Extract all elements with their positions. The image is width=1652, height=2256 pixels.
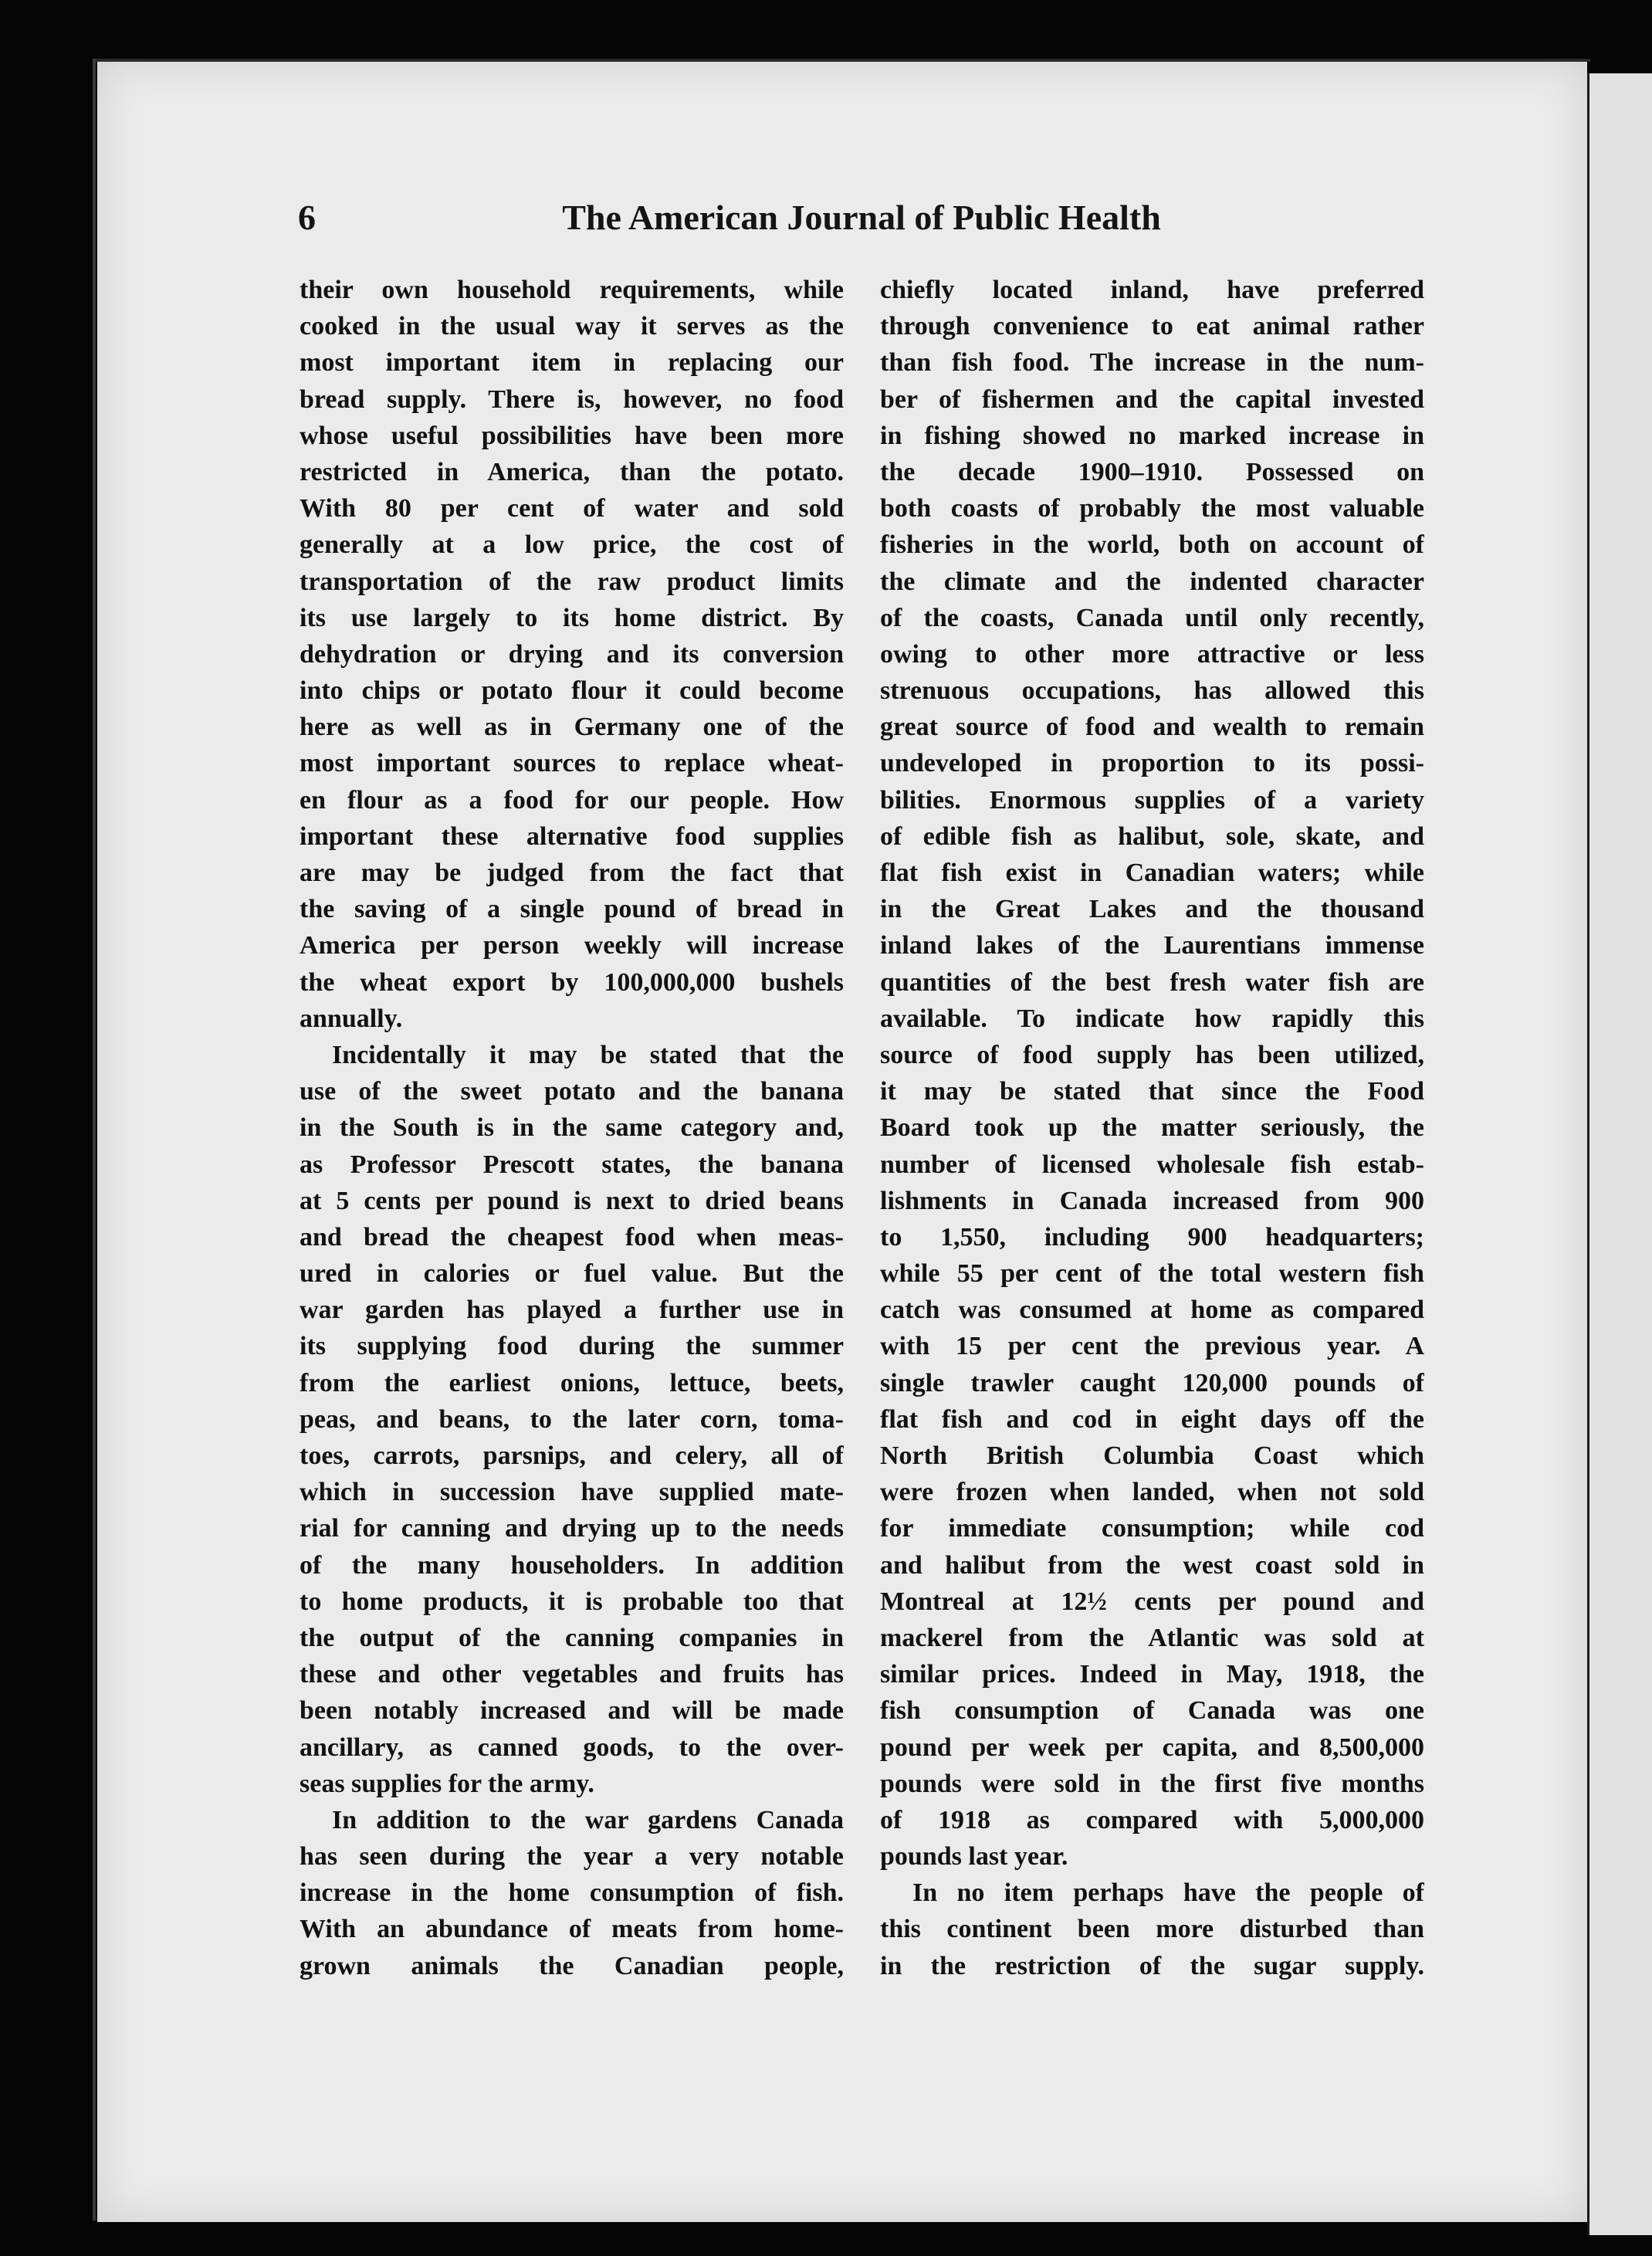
text-line: quantities of the best fresh water fish are bbox=[880, 967, 1424, 997]
text-line: ured in calories or fuel value. But the bbox=[300, 1259, 844, 1289]
text-line: been notably increased and will be made bbox=[300, 1696, 844, 1726]
text-line: which in succession have supplied mate- bbox=[300, 1478, 844, 1507]
text-line: mackerel from the Atlantic was sold at bbox=[880, 1623, 1424, 1652]
text-line: number of licensed wholesale fish estab- bbox=[880, 1150, 1424, 1179]
text-line: ancillary, as canned goods, to the over- bbox=[300, 1733, 844, 1762]
text-line: were frozen when landed, when not sold bbox=[880, 1478, 1424, 1507]
text-line: this continent been more disturbed than bbox=[880, 1915, 1424, 1944]
text-line: generally at a low price, the cost of bbox=[300, 530, 844, 560]
text-line: available. To indicate how rapidly this bbox=[880, 1004, 1424, 1033]
text-line: great source of food and wealth to remain bbox=[880, 713, 1424, 742]
text-line: grown animals the Canadian people, bbox=[300, 1951, 844, 1980]
page-left-edge bbox=[93, 59, 96, 2220]
text-line: dehydration or drying and its conversion bbox=[300, 639, 844, 669]
text-line: increase in the home consumption of fish. bbox=[300, 1878, 844, 1908]
text-line: With an abundance of meats from home- bbox=[300, 1915, 844, 1944]
text-line: source of food supply has been utilized, bbox=[880, 1040, 1424, 1069]
text-line: for immediate consumption; while cod bbox=[880, 1514, 1424, 1543]
text-line: North British Columbia Coast which bbox=[880, 1441, 1424, 1470]
text-line: the decade 1900–1910. Possessed on bbox=[880, 457, 1424, 486]
text-line: in the South is in the same category and, bbox=[300, 1113, 844, 1143]
text-line: than fish food. The increase in the num- bbox=[880, 348, 1424, 378]
text-line: Board took up the matter seriously, the bbox=[880, 1113, 1424, 1143]
text-line: of edible fish as halibut, sole, skate, and bbox=[880, 821, 1424, 851]
text-line: fish consumption of Canada was one bbox=[880, 1696, 1424, 1726]
text-line: toes, carrots, parsnips, and celery, all of bbox=[300, 1441, 844, 1470]
page-top-edge bbox=[93, 59, 1590, 62]
text-line: inland lakes of the Laurentians immense bbox=[880, 931, 1424, 960]
text-line: to home products, it is probable too that bbox=[300, 1587, 844, 1616]
text-line: with 15 per cent the previous year. A bbox=[880, 1332, 1424, 1361]
text-line: into chips or potato flour it could become bbox=[300, 676, 844, 706]
text-line: similar prices. Indeed in May, 1918, the bbox=[880, 1660, 1424, 1689]
text-line: pounds were sold in the first five months bbox=[880, 1769, 1424, 1798]
text-line: has seen during the year a very notable bbox=[300, 1842, 844, 1872]
text-line: the output of the canning companies in bbox=[300, 1623, 844, 1652]
text-line: through convenience to eat animal rather bbox=[880, 312, 1424, 341]
text-line: In no item perhaps have the people of bbox=[912, 1878, 1424, 1908]
text-line: the climate and the indented character bbox=[880, 567, 1424, 596]
left-column bbox=[300, 272, 844, 1984]
text-line: use of the sweet potato and the banana bbox=[300, 1077, 844, 1106]
text-line: transportation of the raw product limits bbox=[300, 567, 844, 596]
text-line: pounds last year. bbox=[880, 1842, 1068, 1872]
text-line: seas supplies for the army. bbox=[300, 1769, 594, 1798]
text-line: chiefly located inland, have preferred bbox=[880, 276, 1424, 304]
text-line: Incidentally it may be stated that the bbox=[332, 1040, 844, 1069]
text-line: bread supply. There is, however, no food bbox=[300, 384, 844, 414]
text-line: are may be judged from the fact that bbox=[300, 859, 844, 887]
text-line: important these alternative food supplies bbox=[300, 821, 844, 851]
text-line: rial for canning and drying up to the needs bbox=[300, 1514, 844, 1543]
text-line: its use largely to its home district. By bbox=[300, 603, 844, 632]
text-line: whose useful possibilities have been more bbox=[300, 421, 844, 450]
journal-title: The American Journal of Public Health bbox=[562, 198, 1161, 237]
text-line: flat fish and cod in eight days off the bbox=[880, 1404, 1424, 1434]
right-column bbox=[880, 272, 1424, 1984]
text-line: most important item in replacing our bbox=[300, 348, 844, 378]
text-line: annually. bbox=[300, 1004, 403, 1033]
next-page-edge bbox=[1587, 73, 1652, 2235]
text-line: their own household requirements, while bbox=[300, 276, 844, 304]
text-line: the wheat export by 100,000,000 bushels bbox=[300, 967, 844, 997]
text-line: here as well as in Germany one of the bbox=[300, 713, 844, 742]
text-line: its supplying food during the summer bbox=[300, 1332, 844, 1361]
text-line: single trawler caught 120,000 pounds of bbox=[880, 1368, 1424, 1397]
text-line: Montreal at 12½ cents per pound and bbox=[880, 1587, 1424, 1616]
text-line: as Professor Prescott states, the banana bbox=[300, 1150, 844, 1179]
text-line: ber of fishermen and the capital invested bbox=[880, 384, 1424, 414]
text-line: strenuous occupations, has allowed this bbox=[880, 676, 1424, 706]
text-line: in the restriction of the sugar supply. bbox=[880, 1951, 1424, 1980]
text-line: of the coasts, Canada until only recently, bbox=[880, 603, 1424, 632]
text-line: undeveloped in proportion to its possi- bbox=[880, 749, 1424, 778]
text-line: at 5 cents per pound is next to dried beans bbox=[300, 1186, 844, 1215]
text-line: war garden has played a further use in bbox=[300, 1296, 844, 1325]
text-line: pound per week per capita, and 8,500,000 bbox=[880, 1733, 1424, 1762]
text-line: in the Great Lakes and the thousand bbox=[880, 895, 1424, 924]
text-line: With 80 per cent of water and sold bbox=[300, 494, 844, 523]
text-line: catch was consumed at home as compared bbox=[880, 1296, 1424, 1325]
text-line: cooked in the usual way it serves as the bbox=[300, 312, 844, 341]
text-line: flat fish exist in Canadian waters; while bbox=[880, 859, 1424, 887]
text-line: of 1918 as compared with 5,000,000 bbox=[880, 1805, 1424, 1834]
text-line: America per person weekly will increase bbox=[300, 931, 844, 960]
text-line: most important sources to replace wheat- bbox=[300, 749, 844, 778]
text-line: en flour as a food for our people. How bbox=[300, 785, 844, 815]
text-line: peas, and beans, to the later corn, toma- bbox=[300, 1404, 844, 1434]
text-line: of the many householders. In addition bbox=[300, 1550, 844, 1580]
text-line: to 1,550, including 900 headquarters; bbox=[880, 1222, 1424, 1252]
text-line: in fishing showed no marked increase in bbox=[880, 421, 1424, 450]
text-line: bilities. Enormous supplies of a variety bbox=[880, 785, 1424, 815]
text-line: fisheries in the world, both on account of bbox=[880, 530, 1424, 560]
page-number: 6 bbox=[298, 198, 316, 237]
text-line: owing to other more attractive or less bbox=[880, 639, 1424, 669]
text-line: and halibut from the west coast sold in bbox=[880, 1550, 1424, 1580]
text-line: the saving of a single pound of bread in bbox=[300, 895, 844, 924]
running-head bbox=[298, 195, 1425, 241]
text-line: while 55 per cent of the total western fish bbox=[880, 1259, 1424, 1289]
text-line: lishments in Canada increased from 900 bbox=[880, 1186, 1424, 1215]
text-line: and bread the cheapest food when meas- bbox=[300, 1222, 844, 1252]
text-line: both coasts of probably the most valuable bbox=[880, 494, 1424, 523]
text-line: from the earliest onions, lettuce, beets, bbox=[300, 1368, 844, 1397]
text-line: it may be stated that since the Food bbox=[880, 1077, 1424, 1106]
text-line: these and other vegetables and fruits has bbox=[300, 1660, 844, 1689]
text-line: In addition to the war gardens Canada bbox=[332, 1805, 844, 1834]
text-line: restricted in America, than the potato. bbox=[300, 457, 844, 486]
